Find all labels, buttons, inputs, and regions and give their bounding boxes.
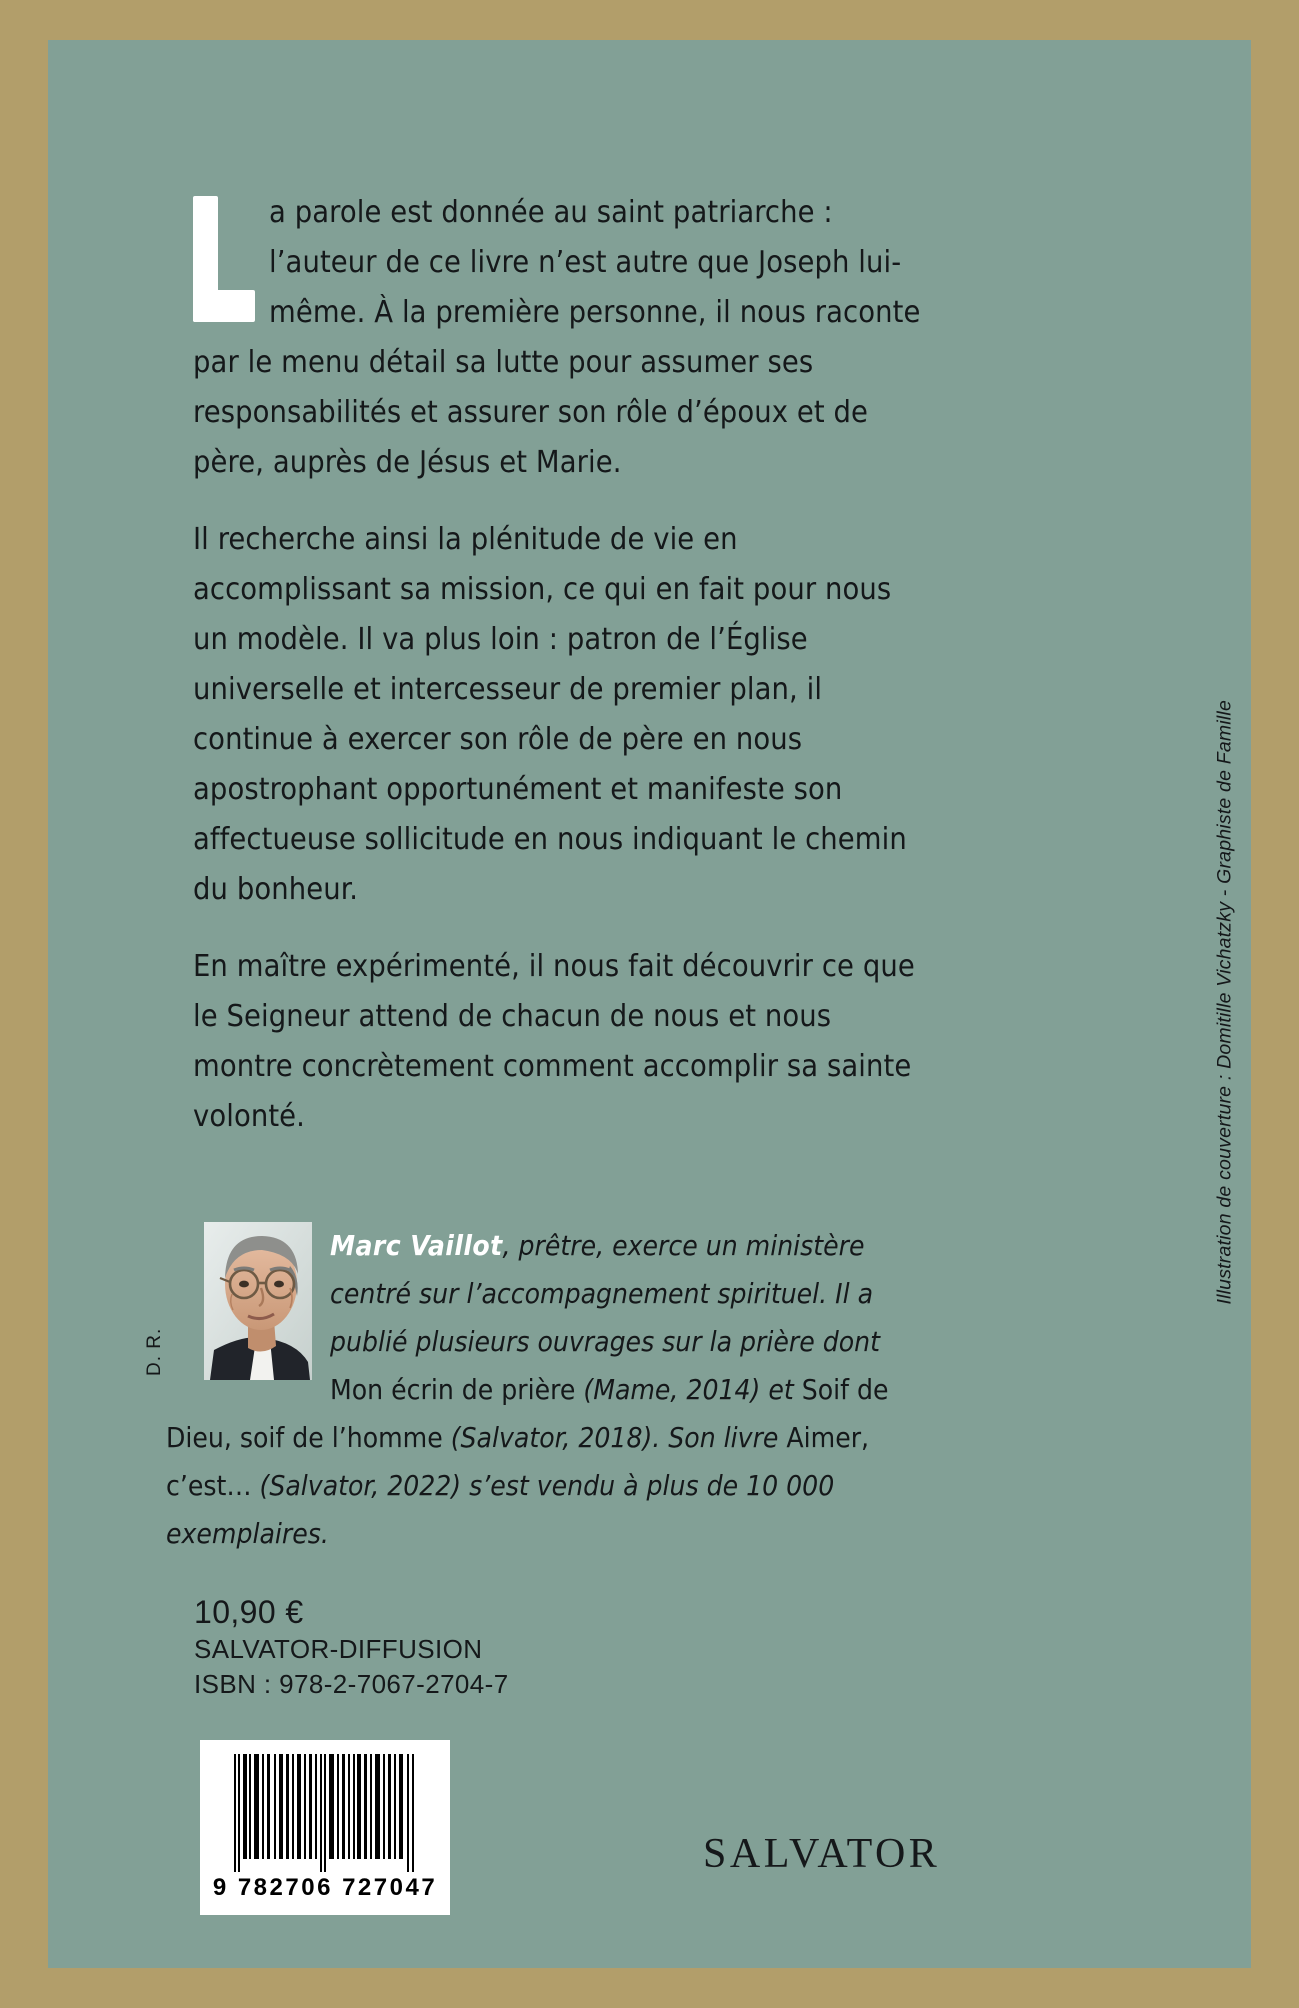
blurb-paragraph-2: Il recherche ainsi la plénitude de vie en accomplissant sa mission, ce qui en fait pour nous un modèle. Il va plus loin : patron de l’Église universelle et intercesseur de premier plan, il continue à exercer son rôle de père en nous apostrophant opportunément et manifeste son affectueuse sollicitude en nous indiquant le chemin du bonheur.: [193, 522, 907, 907]
drop-cap-letter-l: [193, 196, 255, 322]
author-portrait-image: [204, 1222, 312, 1380]
blurb-paragraph-3: En maître expérimenté, il nous fait découvrir ce que le Seigneur attend de chacun de nous et nous montre concrètement comment accomplir sa sainte volonté.: [193, 949, 915, 1134]
author-book-title-2: Soif de Dieu, soif de l’homme: [166, 1373, 889, 1454]
barcode: [200, 1740, 450, 1915]
author-bio-block: [144, 1222, 926, 1558]
author-name: Marc Vaillot: [330, 1229, 503, 1262]
blurb-block: [193, 188, 923, 1169]
distributor-label: SALVATOR-DIFFUSION: [194, 1634, 483, 1664]
photo-credit-label: D. R.: [144, 1327, 165, 1376]
publisher-logo: SALVATOR: [703, 1831, 941, 1877]
blurb-paragraph-1: [193, 188, 923, 488]
author-book-title-1: Mon écrin de prière: [330, 1373, 576, 1406]
price-label: 10,90 €: [194, 1594, 304, 1630]
author-bio-part-4: (Salvator, 2022) s’est vendu à plus de 10 000 exemplaires.: [166, 1469, 835, 1550]
author-portrait-photo: [204, 1222, 312, 1380]
author-bio-part-1: , prêtre, exerce un ministère centré sur l’accompagnement spirituel. Il a publié plusieurs ouvrages sur la prière dont: [330, 1229, 881, 1358]
blurb-paragraph-1-text: a parole est donnée au saint patriarche : l’auteur de ce livre n’est autre que Joseph lui-même. À la première personne, il nous raconte par le menu détail sa lutte pour assumer ses responsabilités et assurer son rôle d’époux et de père, auprès de Jésus et Marie.: [193, 195, 921, 480]
author-photo-column: [144, 1222, 312, 1380]
author-bio-part-2: (Mame, 2014) et: [575, 1373, 802, 1406]
cover-panel: [48, 40, 1251, 1968]
barcode-digits: 9 782706 727047: [212, 1874, 438, 1901]
isbn-label: ISBN : 978-2-7067-2704-7: [194, 1669, 509, 1699]
author-book-title-3: Aimer, c’est…: [166, 1421, 870, 1502]
author-bio-part-3: (Salvator, 2018). Son livre: [442, 1421, 787, 1454]
barcode-bars: [234, 1754, 416, 1872]
cover-illustration-credit: Illustration de couverture : Domitille Vichatzky - Graphiste de Famille: [1213, 700, 1235, 1305]
commercial-info-block: [194, 1592, 509, 1702]
